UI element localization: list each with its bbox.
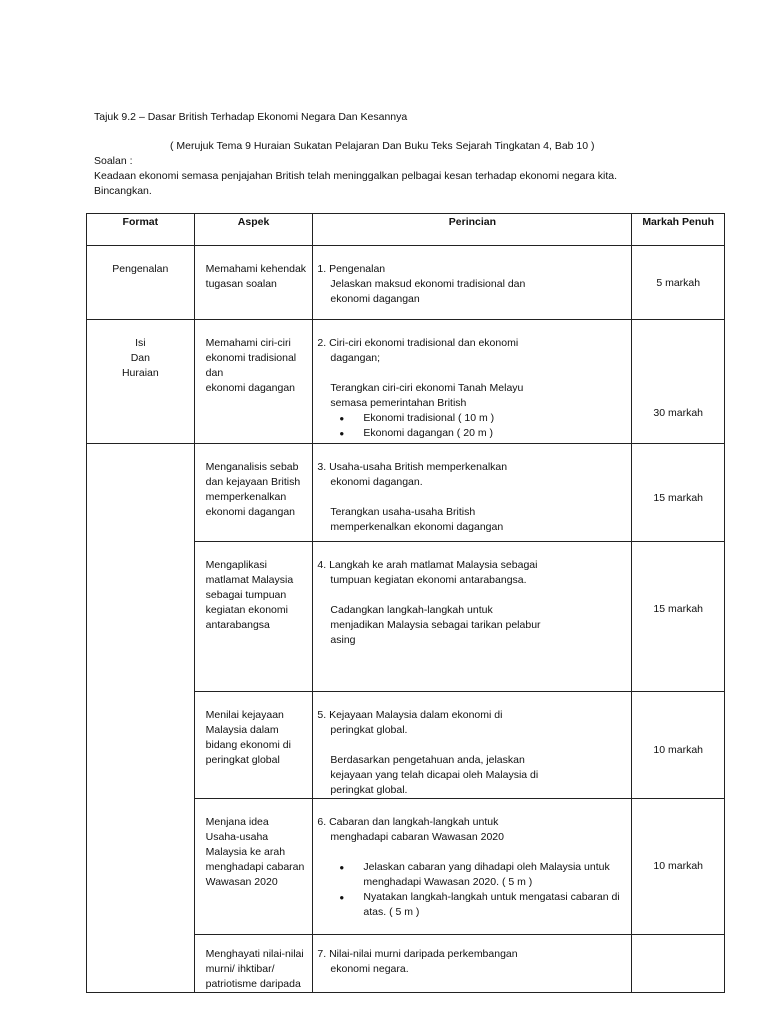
perincian-cell: 3. Usaha-usaha British memperkenalkan ekonomi dagangan. Terangkan usaha-usaha British memperkenalkan ekonomi dagangan <box>313 444 632 542</box>
format-cell: Isi Dan Huraian <box>87 320 195 444</box>
column-header-format: Format <box>87 214 195 246</box>
markah-cell: 10 markah <box>632 692 725 799</box>
markah-cell: 30 markah <box>632 320 725 444</box>
markah-cell: 5 markah <box>632 246 725 320</box>
format-cell <box>87 692 195 799</box>
perincian-cell: 2. Ciri-ciri ekonomi tradisional dan ekonomi dagangan; Terangkan ciri-ciri ekonomi Tanah Melayu semasa pemerintahan British ● Ekonomi tradisional ( 10 m ) ● Ekonomi dagangan ( 20 m ) <box>313 320 632 444</box>
column-header-aspek: Aspek <box>194 214 313 246</box>
document-title: Tajuk 9.2 – Dasar British Terhadap Ekonomi Negara Dan Kesannya <box>94 111 408 123</box>
format-cell <box>87 799 195 935</box>
table-row <box>87 320 725 444</box>
list-item: ● Nyatakan langkah-langkah untuk mengatasi cabaran di atas. ( 5 m ) <box>339 890 625 920</box>
rubric-table <box>86 213 725 993</box>
format-cell <box>87 444 195 542</box>
format-cell: Pengenalan <box>87 246 195 320</box>
aspek-cell: Menghayati nilai-nilai murni/ ihktibar/ patriotisme daripada <box>194 935 313 993</box>
markah-cell: 10 markah <box>632 799 725 935</box>
document-subtitle: ( Merujuk Tema 9 Huraian Sukatan Pelajaran Dan Buku Teks Sejarah Tingkatan 4, Bab 10 ) <box>170 140 595 152</box>
aspek-cell: Mengaplikasi matlamat Malaysia sebagai tumpuan kegiatan ekonomi antarabangsa <box>194 542 313 692</box>
perincian-cell: 5. Kejayaan Malaysia dalam ekonomi di peringkat global. Berdasarkan pengetahuan anda, jelaskan kejayaan yang telah dicapai oleh Malaysia di peringkat global. <box>313 692 632 799</box>
column-header-perincian: Perincian <box>313 214 632 246</box>
table-row <box>87 444 725 542</box>
question-line-1: Keadaan ekonomi semasa penjajahan British telah meninggalkan pelbagai kesan terhadap ekonomi negara kita. <box>94 170 618 182</box>
list-item: ● Jelaskan cabaran yang dihadapi oleh Malaysia untuk menghadapi Wawasan 2020. ( 5 m ) <box>339 860 625 890</box>
aspek-cell: Menganalisis sebab dan kejayaan British memperkenalkan ekonomi dagangan <box>194 444 313 542</box>
bullet-list <box>317 411 625 441</box>
table-row <box>87 935 725 993</box>
list-item: ● Ekonomi tradisional ( 10 m ) <box>339 411 625 426</box>
table-row <box>87 246 725 320</box>
format-cell <box>87 542 195 692</box>
perincian-cell: 6. Cabaran dan langkah-langkah untuk menghadapi cabaran Wawasan 2020 ● Jelaskan cabaran yang dihadapi oleh Malaysia untuk menghadapi Wawasan 2020. ( 5 m ) ● Nyatakan langkah-langkah untuk mengatasi cabaran di atas. ( 5 m ) <box>313 799 632 935</box>
markah-cell: 15 markah <box>632 542 725 692</box>
table-row <box>87 799 725 935</box>
bullet-list <box>317 860 625 920</box>
document-header <box>94 110 714 199</box>
markah-cell <box>632 935 725 993</box>
table-row <box>87 542 725 692</box>
table-row <box>87 692 725 799</box>
table-header-row <box>87 214 725 246</box>
list-item: ● Ekonomi dagangan ( 20 m ) <box>339 426 625 441</box>
aspek-cell: Memahami ciri-ciri ekonomi tradisional dan ekonomi dagangan <box>194 320 313 444</box>
perincian-cell: 1. Pengenalan Jelaskan maksud ekonomi tradisional dan ekonomi dagangan <box>313 246 632 320</box>
markah-cell: 15 markah <box>632 444 725 542</box>
soalan-label: Soalan : <box>94 155 133 167</box>
column-header-markah: Markah Penuh <box>632 214 725 246</box>
aspek-cell: Menjana idea Usaha-usaha Malaysia ke arah menghadapi cabaran Wawasan 2020 <box>194 799 313 935</box>
question-line-2: Bincangkan. <box>94 185 152 197</box>
aspek-cell: Memahami kehendak tugasan soalan <box>194 246 313 320</box>
perincian-cell: 7. Nilai-nilai murni daripada perkembangan ekonomi negara. <box>313 935 632 993</box>
perincian-cell: 4. Langkah ke arah matlamat Malaysia sebagai tumpuan kegiatan ekonomi antarabangsa. Cadangkan langkah-langkah untuk menjadikan Malaysia sebagai tarikan pelabur asing <box>313 542 632 692</box>
aspek-cell: Menilai kejayaan Malaysia dalam bidang ekonomi di peringkat global <box>194 692 313 799</box>
format-cell <box>87 935 195 993</box>
